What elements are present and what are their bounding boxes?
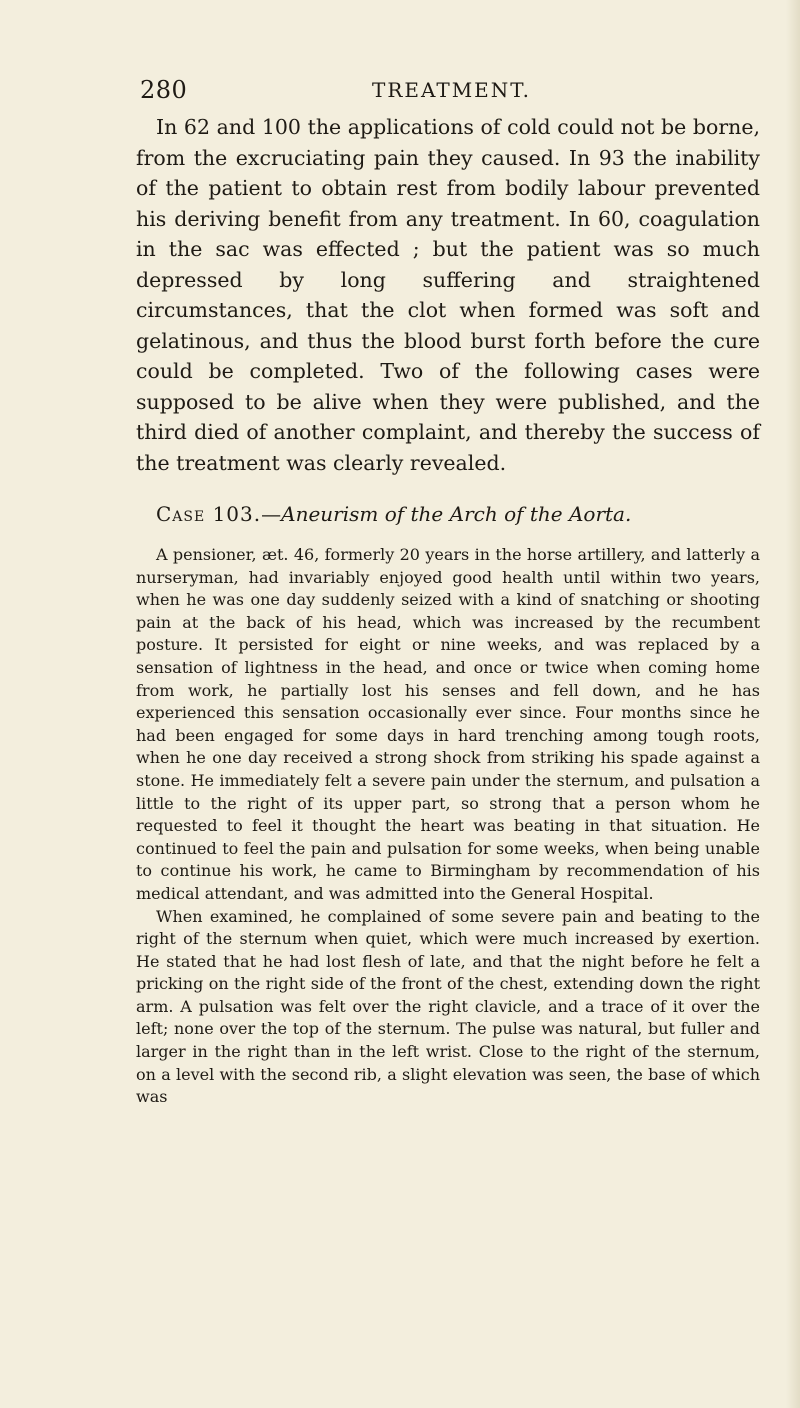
page-number: 280 bbox=[140, 76, 188, 104]
page-header bbox=[140, 76, 780, 116]
case-history-paragraph: A pensioner, æt. 46, formerly 20 years in the horse artillery, and latterly a nurseryman, had invariably enjoyed good health until within two years, when he was one day suddenly seized with a kind of snatching or shooting pain at the back of his head, which was increased by the recumbent posture. It persisted for eight or nine weeks, and was replaced by a sensation of lightness in the head, and once or twice when coming home from work, he partially lost his senses and fell down, and he has experienced this sensation occasionally ever since. Four months since he had been engaged for some days in hard trenching among tough roots, when he one day received a strong shock from striking his spade against a stone. He immediately felt a severe pain under the sternum, and pulsation a little to the right of its upper part, so strong that a person whom he requested to feel it thought the heart was beating in that situation. He continued to feel the pain and pulsation for some weeks, when being unable to continue his work, he came to Birmingham by recommendation of his medical attendant, and was admitted into the General Hospital. bbox=[136, 545, 760, 903]
case-heading bbox=[136, 502, 760, 526]
case-title: Aneurism of the Arch of the Aorta. bbox=[281, 502, 632, 526]
case-examination-paragraph: When examined, he complained of some severe pain and beating to the right of the sternum when quiet, which were much increased by exertion. He stated that he had lost flesh of late, and that the night before he felt a pricking on the right side of the front of the chest, extending down the right arm. A pulsation was felt over the right clavicle, and a trace of it over the left; none over the top of the sternum. The pulse was natural, but fuller and larger in the right than in the left wrist. Close to the right of the sternum, on a level with the second rib, a slight elevation was seen, the base of which was bbox=[136, 906, 760, 1107]
case-label: Case 103. bbox=[156, 502, 262, 526]
case-dash: — bbox=[261, 502, 282, 526]
page-edge-shadow bbox=[786, 0, 800, 1408]
running-head: TREATMENT. bbox=[372, 78, 532, 102]
body-text bbox=[136, 112, 760, 1109]
intro-paragraph: In 62 and 100 the applications of cold could not be borne, from the excruciating pain they caused. In 93 the inability of the patient to obtain rest from bodily labour prevented his deriving benefit from any treatment. In 60, coagulation in the sac was effected ; but the patient was so much depressed by long suffering and straightened circumstances, that the clot when formed was soft and gelatinous, and thus the blood burst forth before the cure could be completed. Two of the following cases were supposed to be alive when they were published, and the third died of another complaint, and thereby the success of the treatment was clearly revealed. bbox=[136, 115, 760, 475]
